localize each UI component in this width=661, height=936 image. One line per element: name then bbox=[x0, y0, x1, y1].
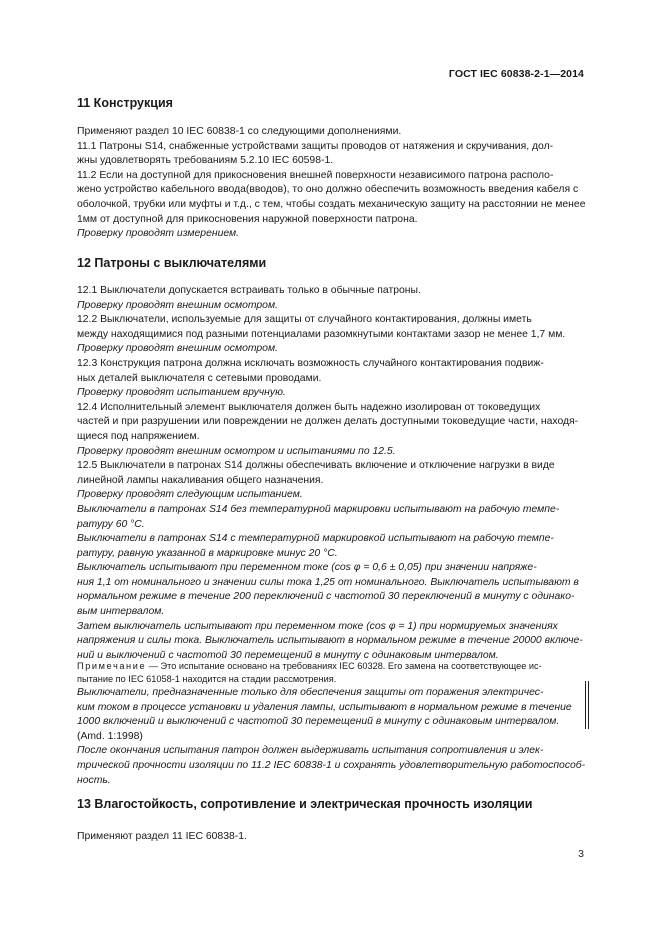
section-11-body bbox=[77, 125, 586, 242]
s12-5-temp-a: Выключатели в патронах S14 с температурной маркировкой испытывают на рабочую темпе- bbox=[77, 533, 554, 545]
s12-5-text-b: линейной лампы накаливания общего назначения. bbox=[77, 474, 324, 486]
amendment-margin-bar-2 bbox=[588, 681, 589, 729]
s12-4-text-a: 12.4 Исполнительный элемент выключателя должен быть надежно изолирован от токоведущих bbox=[77, 401, 541, 413]
page-number: 3 bbox=[578, 848, 584, 860]
s12-4-text-b: частей и при разрушении или повреждении не должен делать доступными токоведущие части, находя- bbox=[77, 416, 579, 428]
note-line-2: пытание по IEC 61058-1 находится на стадии рассмотрения. bbox=[77, 674, 337, 684]
after-test-b: трической прочности изоляции по 11.2 IEC 60838-1 и сохранять удовлетворительную работоспособ- bbox=[77, 759, 586, 771]
s11-para-11-2-b: жено устройство кабельного ввода(вводов), то оно должно обеспечить возможность введения кабеля с bbox=[77, 184, 579, 196]
s12-5-check: Проверку проводят следующим испытанием. bbox=[77, 489, 303, 501]
after-test-c: ность. bbox=[77, 774, 111, 786]
section-13-title: 13 Влагостойкость, сопротивление и электрическая прочность изоляции bbox=[77, 797, 533, 811]
s12-3-text-b: ных деталей выключателя с сетевыми проводами. bbox=[77, 372, 322, 384]
note-line-1: Примечание — Это испытание основано на требованиях IEC 60328. Его замена на соответствующее ис- bbox=[77, 661, 542, 671]
s12-4-check: Проверку проводят внешним осмотром и испытаниями по 12.5. bbox=[77, 445, 396, 457]
section-13-body bbox=[77, 830, 583, 845]
after-test-a: После окончания испытания патрон должен выдерживать испытания сопротивления и элек- bbox=[77, 745, 544, 757]
amd-text-b: ким током в процессе установки и удаления лампы, испытывают в нормальном режиме в течение bbox=[77, 701, 572, 713]
s12-5-ac-test-b: ния 1,1 от номинального и значении силы тока 1,25 от номинального. Выключатель испытывают в bbox=[77, 576, 579, 588]
s12-5-no-temp-b: ратуру 60 °С. bbox=[77, 518, 145, 530]
amd-text-c: 1000 включений и выключений с частотой 30 перемещений в минуту с одинаковым интервалом. bbox=[77, 716, 560, 728]
s12-1-text: 12.1 Выключатели допускается встраивать только в обычные патроны. bbox=[77, 285, 421, 296]
s12-5-second-test-a: Затем выключатель испытывают при переменном токе (cos φ = 1) при нормируемых значениях bbox=[77, 620, 558, 632]
note-block bbox=[77, 660, 583, 686]
s11-para-11-1-b: жны удовлетворять требованиям 5.2.10 IEC 60598-1. bbox=[77, 155, 334, 167]
s11-para-11-2-a: 11.2 Если на доступной для прикосновения внешней поверхности независимого патрона располо- bbox=[77, 169, 554, 181]
s12-2-check: Проверку проводят внешним осмотром. bbox=[77, 343, 278, 355]
s12-5-ac-test-c: нормальном режиме в течение 200 переключений с частотой 30 переключений в минуту с одинако- bbox=[77, 591, 575, 603]
s12-2-text-b: между находящимися под разными потенциалами разомкнутыми контактами зазор не менее 1,7 мм. bbox=[77, 328, 566, 340]
section-12-body bbox=[77, 284, 583, 663]
note-label: Примечание bbox=[77, 661, 147, 671]
amd-text-a: Выключатели, предназначенные только для обеспечения защиты от поражения электричес- bbox=[77, 687, 544, 698]
amendment-block bbox=[77, 686, 586, 788]
s12-3-text-a: 12.3 Конструкция патрона должна исключать возможность случайного контактирования подвиж- bbox=[77, 357, 544, 369]
s11-para-11-1-a: 11.1 Патроны S14, снабженные устройствами защиты проводов от натяжения и скручивания, дол- bbox=[77, 140, 554, 152]
s12-5-ac-test-d: вым интервалом. bbox=[77, 606, 165, 618]
s11-para-11-2-c: оболочкой, трубки или муфты и т.д., с тем, чтобы создать механическую защиту на расстоянии не менее bbox=[77, 198, 586, 210]
amendment-margin-bar bbox=[585, 681, 586, 729]
s12-5-no-temp-a: Выключатели в патронах S14 без температурной маркировки испытывают на рабочую темпе- bbox=[77, 503, 560, 515]
section-12-title: 12 Патроны с выключателями bbox=[77, 256, 267, 270]
s12-4-text-c: щиеся под напряжением. bbox=[77, 430, 200, 442]
s11-para-intro: Применяют раздел 10 IEC 60838-1 со следующими дополнениями. bbox=[77, 126, 402, 137]
amd-reference: (Amd. 1:1998) bbox=[77, 730, 143, 742]
s11-check-text: Проверку проводят измерением. bbox=[77, 228, 240, 240]
section-11-title: 11 Конструкция bbox=[77, 96, 173, 110]
s12-5-ac-test-a: Выключатель испытывают при переменном токе (cos φ = 0,6 ± 0,05) при значении напряже- bbox=[77, 562, 537, 574]
document-header: ГОСТ IEC 60838-2-1—2014 bbox=[448, 68, 584, 80]
s12-5-second-test-c: ний и выключений с частотой 30 перемещений в минуту с одинаковым интервалом. bbox=[77, 649, 499, 661]
s12-5-text-a: 12.5 Выключатели в патронах S14 должны обеспечивать включение и отключение нагрузки в виде bbox=[77, 460, 555, 472]
s12-5-second-test-b: напряжения и силы тока. Выключатель испытывают в нормальном режиме в течение 20000 включе- bbox=[77, 635, 583, 647]
s12-2-text-a: 12.2 Выключатели, используемые для защиты от случайного контактирования, должны иметь bbox=[77, 314, 532, 326]
s11-para-11-2-d: 1мм от доступной для прикосновения наружной поверхности патрона. bbox=[77, 213, 418, 225]
s12-1-check: Проверку проводят внешним осмотром. bbox=[77, 299, 278, 311]
s13-para: Применяют раздел 11 IEC 60838-1. bbox=[77, 831, 247, 842]
s12-3-check: Проверку проводят испытанием вручную. bbox=[77, 387, 286, 399]
s12-5-temp-b: ратуру, равную указанной в маркировке минус 20 °С. bbox=[77, 547, 338, 559]
